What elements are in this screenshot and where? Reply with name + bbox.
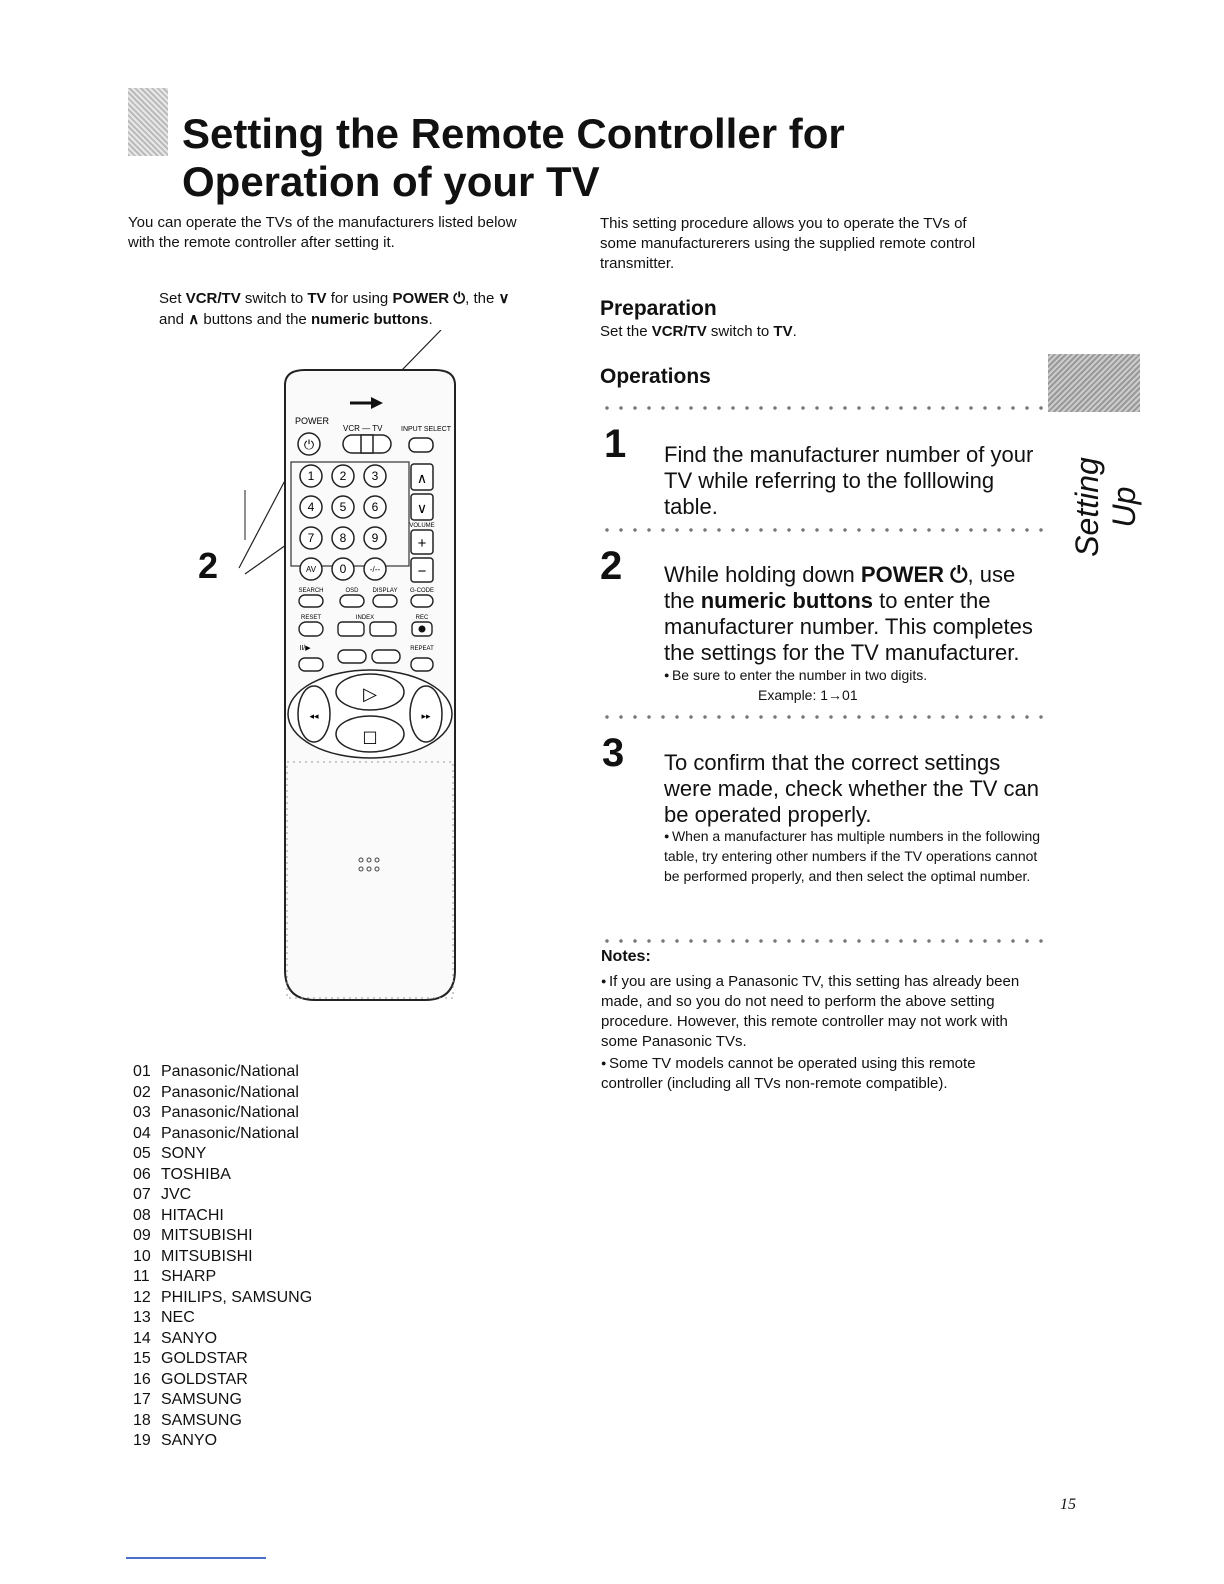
- remote-key-av: AV: [305, 565, 317, 574]
- remote-key-2: 2: [339, 469, 347, 483]
- svg-text:REPEAT: REPEAT: [410, 646, 434, 652]
- manufacturer-name: HITACHI: [161, 1206, 224, 1224]
- remote-key-0: 0: [339, 562, 347, 576]
- remote-instruction: Set VCR/TV switch to TV for using POWER ⏻, the ∨ and ∧ buttons and the numeric buttons.: [159, 290, 510, 328]
- manufacturer-name: NEC: [161, 1309, 195, 1326]
- section-tab: [1048, 354, 1140, 412]
- manufacturer-row: [133, 1370, 312, 1391]
- manufacturer-row: [133, 1431, 312, 1452]
- svg-text:OSD: OSD: [345, 588, 359, 594]
- manufacturer-row: [133, 1349, 312, 1370]
- manufacturer-name: SANYO: [161, 1329, 218, 1347]
- svg-text:G-CODE: G-CODE: [410, 588, 434, 594]
- remote-key-4: 4: [307, 500, 315, 514]
- svg-text:RESET: RESET: [300, 615, 322, 621]
- svg-text:II/▶: II/▶: [299, 645, 311, 652]
- manufacturer-name: GOLDSTAR: [161, 1350, 248, 1367]
- manufacturer-code: 03: [133, 1104, 151, 1121]
- step-3-number: 3: [602, 731, 625, 775]
- step-2-number: 2: [600, 544, 623, 588]
- remote-key-3: 3: [371, 469, 379, 483]
- step-2-example: Example: 1→01: [758, 687, 858, 703]
- preparation-heading: Preparation: [600, 297, 717, 320]
- manufacturer-code: 17: [133, 1391, 151, 1408]
- manufacturer-code: 02: [133, 1083, 151, 1101]
- page-title: Setting the Remote Controller for Operation of your TV: [182, 110, 845, 205]
- manufacturer-name: Panasonic/National: [161, 1104, 299, 1121]
- manufacturer-row: [133, 1062, 312, 1083]
- manufacturer-row: [133, 1165, 312, 1186]
- manufacturer-code: 05: [133, 1145, 151, 1162]
- manufacturer-name: GOLDSTAR: [161, 1370, 248, 1388]
- callout-number: 2: [198, 545, 219, 586]
- manufacturer-code: 08: [133, 1206, 151, 1224]
- manufacturer-row: [133, 1103, 312, 1124]
- manufacturer-row: [133, 1247, 312, 1268]
- bottom-rule: [126, 1557, 266, 1559]
- remote-key-7: 7: [307, 531, 315, 545]
- manufacturer-row: [133, 1206, 312, 1227]
- operations-heading: Operations: [600, 365, 711, 388]
- remote-key-8: 8: [339, 531, 347, 545]
- manufacturer-code: 11: [133, 1268, 150, 1285]
- remote-stop: □: [362, 727, 378, 746]
- divider: [600, 939, 1046, 943]
- manufacturer-code: 07: [133, 1186, 151, 1203]
- svg-text:DISPLAY: DISPLAY: [372, 588, 398, 594]
- remote-vcrtv-label: VCR — TV: [343, 424, 383, 433]
- manufacturer-code: 16: [133, 1370, 151, 1388]
- manufacturer-row: [133, 1329, 312, 1350]
- manufacturer-name: SONY: [161, 1145, 207, 1162]
- remote-power-label: POWER: [295, 416, 330, 426]
- manufacturer-row: [133, 1124, 312, 1145]
- remote-down: ∨: [416, 500, 428, 516]
- manufacturer-name: SAMSUNG: [161, 1391, 242, 1408]
- manufacturer-code: 10: [133, 1247, 151, 1265]
- manufacturer-row: [133, 1390, 312, 1411]
- remote-plus: +: [417, 535, 427, 552]
- note-item: ● Some TV models cannot be operated using this remote controller (including all TVs non-remote compatible).: [601, 1053, 1041, 1094]
- manufacturer-code: 15: [133, 1350, 151, 1367]
- remote-key-1: 1: [307, 469, 315, 483]
- manufacturer-code: 13: [133, 1309, 151, 1326]
- manufacturer-name: SANYO: [161, 1432, 218, 1449]
- remote-ff: ▸▸: [421, 712, 431, 722]
- manufacturer-code: 19: [133, 1432, 151, 1449]
- manufacturer-code: 04: [133, 1124, 151, 1142]
- remote-key-6: 6: [371, 500, 379, 514]
- manufacturer-code: 06: [133, 1165, 151, 1183]
- manufacturer-row: [133, 1226, 312, 1247]
- manufacturer-code: 14: [133, 1329, 151, 1347]
- remote-minus: −: [417, 563, 427, 580]
- remote-up: ∧: [416, 470, 428, 486]
- step-2-text: While holding down POWER ⏻, use the numeric buttons to enter the manufacturer number. This completes the settings for the TV manufacturer.: [664, 562, 1033, 665]
- remote-play: ▷: [363, 684, 377, 705]
- title-marker: [128, 88, 168, 156]
- manufacturer-name: PHILIPS, SAMSUNG: [161, 1288, 313, 1306]
- remote-illustration: [225, 330, 465, 1010]
- remote-input-label: INPUT SELECT: [401, 426, 452, 433]
- section-label: Setting Up: [1069, 457, 1142, 557]
- divider: [600, 528, 1046, 532]
- manufacturer-name: MITSUBISHI: [161, 1227, 253, 1244]
- divider: [600, 715, 1046, 719]
- manufacturer-row: [133, 1411, 312, 1432]
- remote-rew: ◂◂: [309, 712, 319, 722]
- manufacturer-row: [133, 1185, 312, 1206]
- step-3-bullet: ● When a manufacturer has multiple numbers in the following table, try entering other numbers if the TV operations cannot be performed properly, and then select the optimal number.: [664, 826, 1044, 886]
- manufacturer-name: TOSHIBA: [161, 1165, 231, 1183]
- manufacturer-name: SAMSUNG: [161, 1411, 242, 1429]
- svg-text:REC: REC: [415, 615, 429, 621]
- svg-text:⏻: ⏻: [303, 438, 315, 453]
- manufacturer-name: Panasonic/National: [161, 1083, 299, 1101]
- manufacturer-code: 18: [133, 1411, 151, 1429]
- step-1-number: 1: [604, 422, 627, 466]
- divider: [600, 406, 1046, 410]
- step-2-bullet: ● Be sure to enter the number in two digits.: [664, 665, 927, 685]
- manufacturer-code: 01: [133, 1063, 151, 1080]
- svg-text:SEARCH: SEARCH: [298, 588, 324, 594]
- manufacturer-row: [133, 1288, 312, 1309]
- manufacturer-name: JVC: [161, 1186, 192, 1203]
- manufacturer-list: [133, 1062, 312, 1452]
- step-1-text: Find the manufacturer number of your TV while referring to the folllowing table.: [664, 442, 1034, 519]
- svg-text:INDEX: INDEX: [355, 615, 375, 621]
- manufacturer-code: 12: [133, 1288, 151, 1306]
- manufacturer-name: SHARP: [161, 1268, 217, 1285]
- notes-heading: Notes:: [601, 948, 651, 965]
- manufacturer-code: 09: [133, 1227, 151, 1244]
- note-item: ● If you are using a Panasonic TV, this setting has already been made, and so you do not need to perform the above setting procedure. However, this remote controller may not work with some Panasonic TVs.: [601, 971, 1041, 1052]
- remote-volume-label: VOLUME: [409, 523, 435, 529]
- preparation-text: Set the VCR/TV switch to TV.: [600, 323, 797, 340]
- intro-left: You can operate the TVs of the manufacturers listed below with the remote controller after setting it.: [128, 214, 517, 251]
- manufacturer-name: Panasonic/National: [161, 1124, 299, 1142]
- manufacturer-row: [133, 1267, 312, 1288]
- manufacturer-row: [133, 1308, 312, 1329]
- step-3-text: To confirm that the correct settings were made, check whether the TV can be operated properly.: [664, 750, 1040, 827]
- remote-key-9: 9: [371, 531, 379, 545]
- manufacturer-name: MITSUBISHI: [161, 1247, 253, 1265]
- remote-key-5: 5: [339, 500, 347, 514]
- manufacturer-row: [133, 1144, 312, 1165]
- intro-right: This setting procedure allows you to operate the TVs of some manufacturerers using the supplied remote control transmitter.: [600, 215, 976, 272]
- manufacturer-name: Panasonic/National: [161, 1063, 299, 1080]
- manufacturer-row: [133, 1083, 312, 1104]
- remote-key-dash: -/--: [369, 565, 381, 574]
- page-number: 15: [1060, 1496, 1076, 1513]
